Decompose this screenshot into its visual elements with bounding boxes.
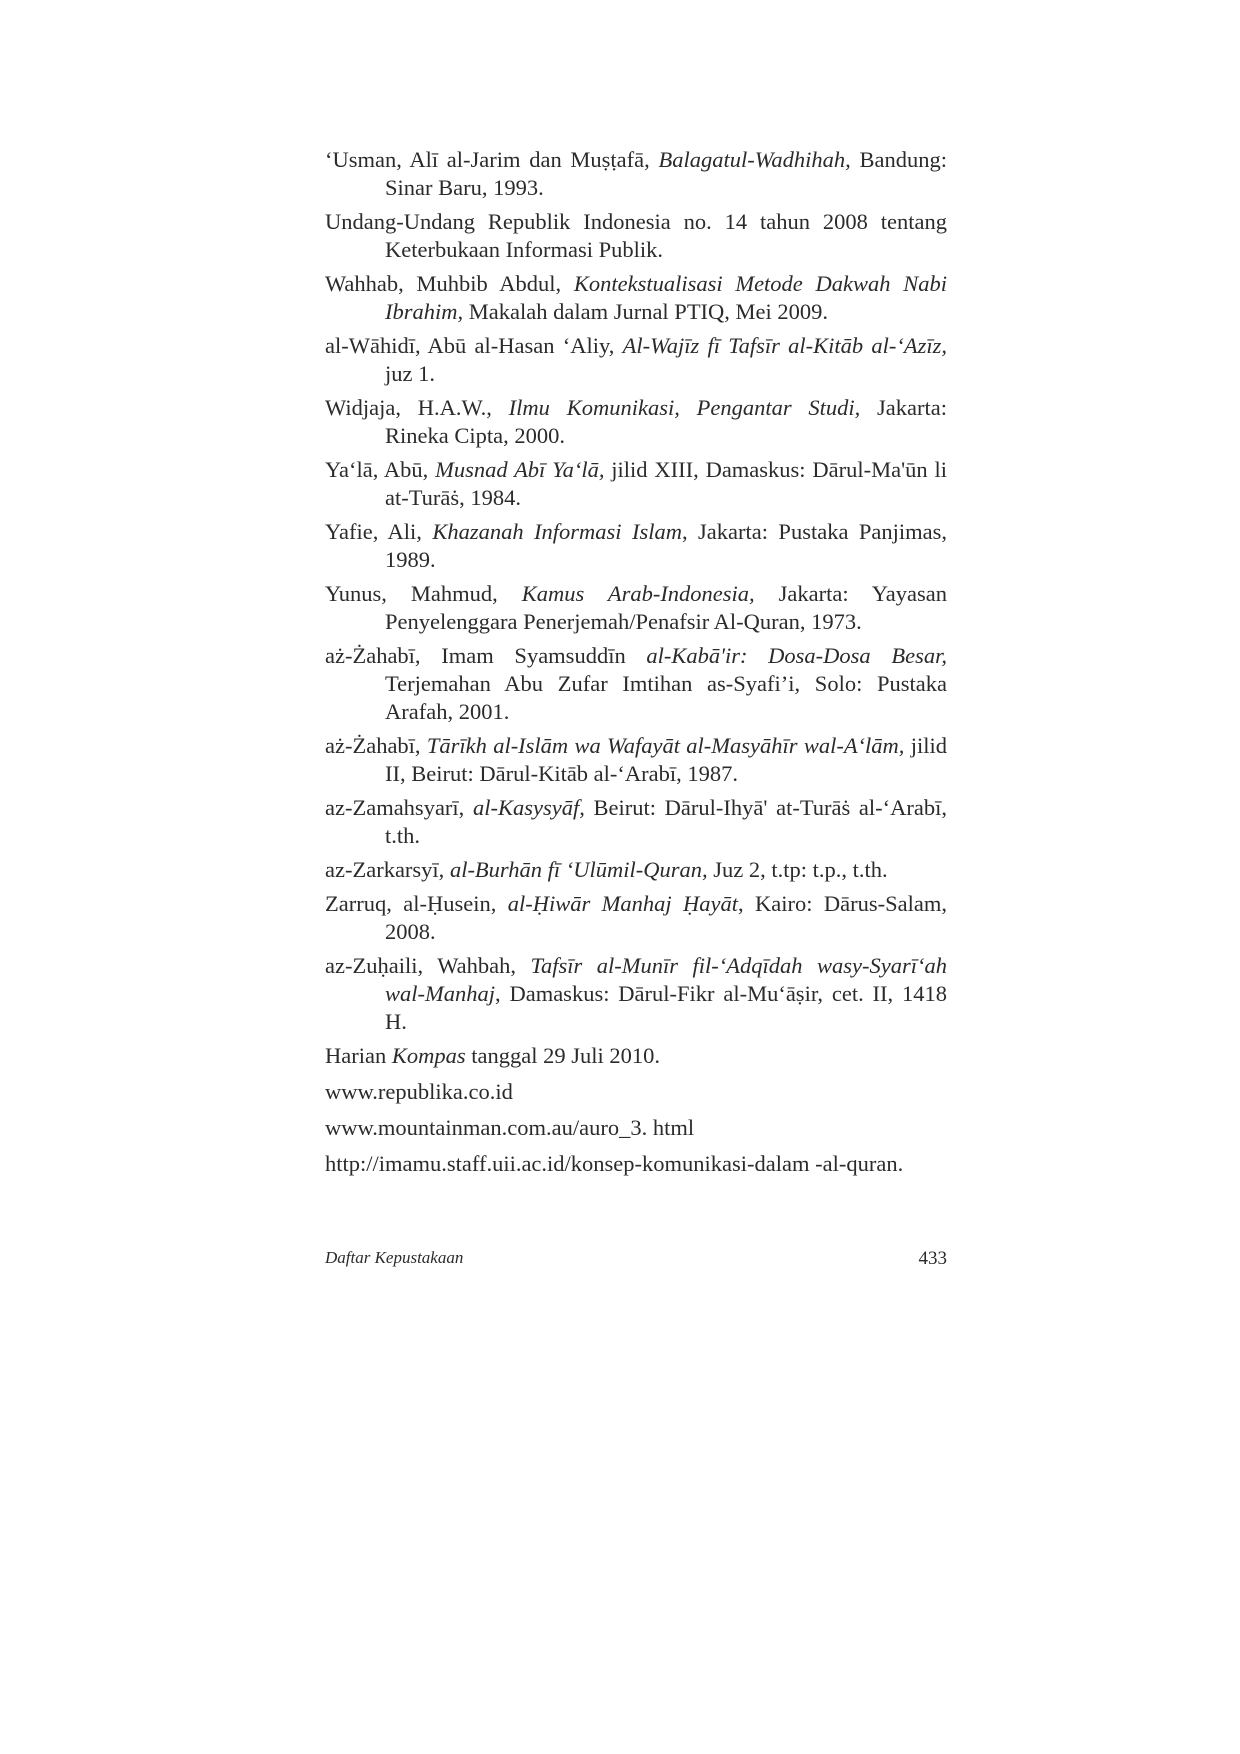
bibliography-entry: ‘Usman, Alī al-Jarim dan Muṣṭafā, Balagatul-Wadhihah, Bandung: Sinar Baru, 1993. (325, 147, 947, 200)
bibliography-entry: az-Zuḥaili, Wahbah, Tafsīr al-Munīr fil-‘Adqīdah wasy-Syarī‘ah wal-Manhaj, Damaskus: Dārul-Fikr al-Mu‘āṣir, cet. II, 1418 H. (325, 953, 948, 1034)
page-number: 433 (918, 1248, 947, 1269)
bibliography-entry: Yafie, Ali, Khazanah Informasi Islam, Jakarta: Pustaka Panjimas, 1989. (325, 519, 947, 572)
bibliography-entry: Wahhab, Muhbib Abdul, Kontekstualisasi Metode Dakwah Nabi Ibrahim, Makalah dalam Jurnal PTIQ, Mei 2009. (325, 271, 947, 324)
bibliography-entry: Harian Kompas tanggal 29 Juli 2010. (325, 1043, 660, 1068)
bibliography-entry: Yunus, Mahmud, Kamus Arab-Indonesia, Jakarta: Yayasan Penyelenggara Penerjemah/Penafsir Al-Quran, 1973. (325, 581, 947, 634)
bibliography-entry: Undang-Undang Republik Indonesia no. 14 tahun 2008 tentang Keterbukaan Informasi Publik. (325, 209, 947, 262)
bibliography-entry: al-Wāhidī, Abū al-Hasan ‘Aliy, Al-Wajīz fī Tafsīr al-Kitāb al-‘Azīz, juz 1. (325, 333, 947, 386)
page-footer (325, 1248, 947, 1274)
bibliography-entry: Zarruq, al-Ḥusein, al-Ḥiwār Manhaj Ḥayāt, Kairo: Dārus-Salam, 2008. (325, 891, 947, 944)
bibliography-entry-url: www.republika.co.id (325, 1079, 513, 1104)
bibliography-entry: Widjaja, H.A.W., Ilmu Komunikasi, Pengantar Studi, Jakarta: Rineka Cipta, 2000. (325, 395, 947, 448)
bibliography-list (325, 146, 947, 1186)
bibliography-entry-url: http://imamu.staff.uii.ac.id/konsep-komunikasi-dalam -al-quran. (325, 1151, 904, 1176)
bibliography-entry: aż-Żahabī, Imam Syamsuddīn al-Kabā'ir: Dosa-Dosa Besar, Terjemahan Abu Zufar Imtihan as-Syafi’i, Solo: Pustaka Arafah, 2001. (325, 643, 947, 724)
bibliography-entry: aż-Żahabī, Tārīkh al-Islām wa Wafayāt al-Masyāhīr wal-A‘lām, jilid II, Beirut: Dārul-Kitāb al-‘Arabī, 1987. (325, 733, 947, 786)
footer-section-title: Daftar Kepustakaan (325, 1248, 464, 1267)
bibliography-entry: az-Zamahsyarī, al-Kasysyāf, Beirut: Dārul-Ihyā' at-Turāṡ al-‘Arabī, t.th. (325, 795, 947, 848)
bibliography-entry: az-Zarkarsyī, al-Burhān fī ‘Ulūmil-Quran, Juz 2, t.tp: t.p., t.th. (325, 857, 888, 882)
bibliography-entry: Ya‘lā, Abū, Musnad Abī Ya‘lā, jilid XIII, Damaskus: Dārul-Ma'ūn li at-Turāṡ, 1984. (325, 457, 947, 510)
bibliography-entry-url: www.mountainman.com.au/auro_3. html (325, 1115, 695, 1140)
